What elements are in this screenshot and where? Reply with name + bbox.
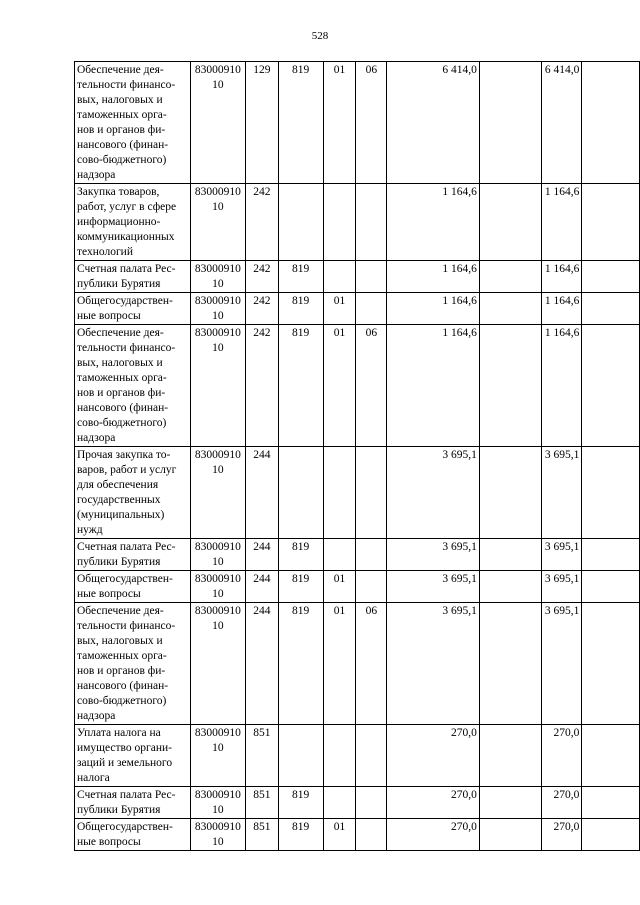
row-administrator-code: 819 [278,293,323,325]
row-administrator-code: 819 [278,603,323,725]
table-row [75,787,640,819]
row-section [323,539,356,571]
row-name: Общегосударствен- ные вопросы [75,571,191,603]
row-subsection: 06 [356,62,387,184]
row-subsection [356,571,387,603]
row-section: 01 [323,293,356,325]
row-expense-type: 851 [245,725,278,787]
row-administrator-code: 819 [278,571,323,603]
table-row [75,184,640,261]
row-sum-total: 1 164,6 [387,325,480,447]
row-sum-col2 [479,325,542,447]
row-sum-col3: 270,0 [542,819,582,851]
row-name: Счетная палата Рес- публики Бурятия [75,539,191,571]
budget-table [74,61,640,851]
table-row [75,725,640,787]
row-administrator-code: 819 [278,819,323,851]
row-sum-col2 [479,725,542,787]
row-sum-col4 [582,787,640,819]
row-target-article: 83000910 10 [190,447,245,539]
row-sum-col4 [582,539,640,571]
row-name: Обеспечение дея- тельности финансо- вых, налоговых и таможенных орга- нов и органов фи- нансового (финан- сово-бюджетного) надзора [75,325,191,447]
row-name: Обеспечение дея- тельности финансо- вых, налоговых и таможенных орга- нов и органов фи- нансового (финан- сово-бюджетного) надзора [75,603,191,725]
row-sum-total: 1 164,6 [387,184,480,261]
row-subsection: 06 [356,603,387,725]
table-row [75,819,640,851]
row-name: Прочая закупка то- варов, работ и услуг для обеспечения государственных (муниципальных) нужд [75,447,191,539]
table-row [75,62,640,184]
row-section [323,787,356,819]
row-sum-col4 [582,571,640,603]
row-target-article: 83000910 10 [190,725,245,787]
row-sum-col2 [479,539,542,571]
row-name: Уплата налога на имущество органи- заций и земельного налога [75,725,191,787]
row-sum-col3: 1 164,6 [542,184,582,261]
row-subsection [356,447,387,539]
row-target-article: 83000910 10 [190,325,245,447]
row-expense-type: 244 [245,603,278,725]
row-expense-type: 244 [245,447,278,539]
row-sum-col3: 1 164,6 [542,261,582,293]
row-sum-col4 [582,447,640,539]
row-expense-type: 851 [245,819,278,851]
row-name: Обеспечение дея- тельности финансо- вых, налоговых и таможенных орга- нов и органов фи- нансового (финан- сово-бюджетного) надзора [75,62,191,184]
row-sum-total: 1 164,6 [387,293,480,325]
row-section: 01 [323,62,356,184]
row-sum-col2 [479,819,542,851]
row-target-article: 83000910 10 [190,184,245,261]
row-sum-total: 270,0 [387,787,480,819]
row-administrator-code [278,184,323,261]
row-sum-col2 [479,603,542,725]
row-section: 01 [323,819,356,851]
row-target-article: 83000910 10 [190,571,245,603]
row-administrator-code: 819 [278,62,323,184]
table-row [75,293,640,325]
table-row [75,603,640,725]
row-target-article: 83000910 10 [190,261,245,293]
row-name: Закупка товаров, работ, услуг в сфере информационно- коммуникационных технологий [75,184,191,261]
row-expense-type: 242 [245,184,278,261]
row-sum-total: 270,0 [387,819,480,851]
row-subsection [356,184,387,261]
row-expense-type: 242 [245,261,278,293]
row-expense-type: 242 [245,293,278,325]
table-row [75,325,640,447]
table-row [75,261,640,293]
table-row [75,447,640,539]
row-sum-col3: 1 164,6 [542,325,582,447]
row-administrator-code: 819 [278,325,323,447]
row-sum-col2 [479,62,542,184]
row-expense-type: 244 [245,539,278,571]
row-subsection: 06 [356,325,387,447]
table-row [75,539,640,571]
row-sum-col3: 3 695,1 [542,603,582,725]
row-section: 01 [323,571,356,603]
row-subsection [356,539,387,571]
row-administrator-code: 819 [278,539,323,571]
row-section [323,725,356,787]
row-target-article: 83000910 10 [190,62,245,184]
row-sum-col4 [582,62,640,184]
row-name: Общегосударствен- ные вопросы [75,819,191,851]
row-sum-col3: 270,0 [542,787,582,819]
row-sum-col3: 6 414,0 [542,62,582,184]
row-subsection [356,819,387,851]
row-target-article: 83000910 10 [190,293,245,325]
row-sum-col2 [479,261,542,293]
row-sum-col2 [479,293,542,325]
row-sum-col4 [582,261,640,293]
row-section: 01 [323,325,356,447]
row-administrator-code [278,447,323,539]
row-administrator-code: 819 [278,261,323,293]
row-sum-total: 3 695,1 [387,447,480,539]
row-section [323,261,356,293]
row-sum-total: 270,0 [387,725,480,787]
row-name: Общегосударствен- ные вопросы [75,293,191,325]
row-sum-col4 [582,293,640,325]
row-sum-col4 [582,325,640,447]
row-sum-col2 [479,184,542,261]
row-sum-col4 [582,819,640,851]
row-sum-col3: 1 164,6 [542,293,582,325]
row-subsection [356,293,387,325]
row-name: Счетная палата Рес- публики Бурятия [75,787,191,819]
row-name: Счетная палата Рес- публики Бурятия [75,261,191,293]
row-expense-type: 242 [245,325,278,447]
row-subsection [356,261,387,293]
row-administrator-code: 819 [278,787,323,819]
row-sum-col3: 3 695,1 [542,447,582,539]
row-subsection [356,787,387,819]
row-expense-type: 851 [245,787,278,819]
row-sum-total: 3 695,1 [387,571,480,603]
row-sum-col4 [582,725,640,787]
page-number: 528 [311,30,329,42]
row-section [323,184,356,261]
row-sum-total: 6 414,0 [387,62,480,184]
row-target-article: 83000910 10 [190,539,245,571]
row-sum-total: 3 695,1 [387,603,480,725]
row-target-article: 83000910 10 [190,603,245,725]
row-sum-col3: 270,0 [542,725,582,787]
table-row [75,571,640,603]
row-sum-total: 3 695,1 [387,539,480,571]
row-sum-col4 [582,184,640,261]
row-sum-col2 [479,447,542,539]
row-section [323,447,356,539]
row-sum-total: 1 164,6 [387,261,480,293]
row-sum-col2 [479,787,542,819]
row-target-article: 83000910 10 [190,819,245,851]
row-subsection [356,725,387,787]
row-section: 01 [323,603,356,725]
row-sum-col2 [479,571,542,603]
row-expense-type: 244 [245,571,278,603]
row-expense-type: 129 [245,62,278,184]
row-sum-col4 [582,603,640,725]
row-target-article: 83000910 10 [190,787,245,819]
row-administrator-code [278,725,323,787]
row-sum-col3: 3 695,1 [542,539,582,571]
row-sum-col3: 3 695,1 [542,571,582,603]
